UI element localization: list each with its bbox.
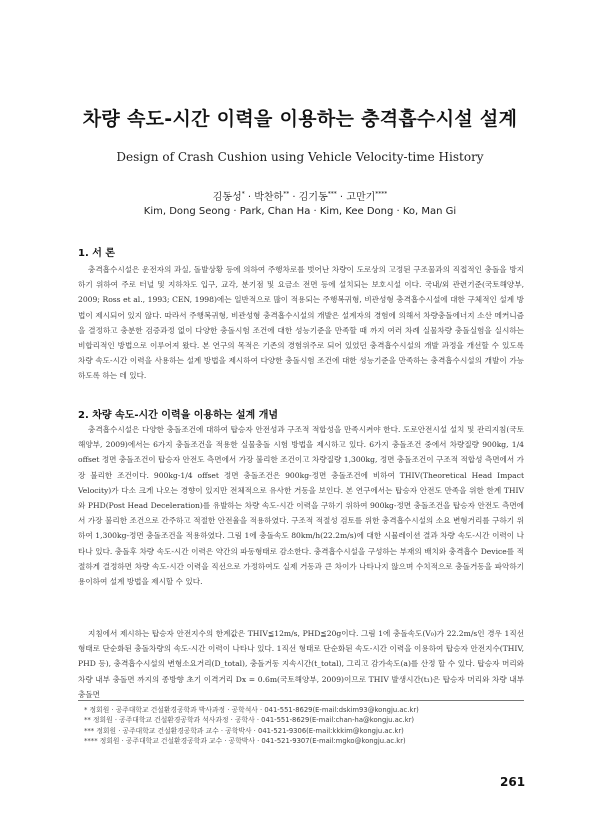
author-3-mark: *** (327, 190, 337, 198)
footnote: *** 정회원 · 공주대학교 건설환경공학과 교수 · 공학박사 · 041-521-9306(E-mail:kkkim@kongju.ac.kr) (84, 726, 404, 735)
footnote: * 정회원 · 공주대학교 건설환경공학과 박사과정 · 공학석사 · 041-551-8629(E-mail:dskim93@kongju.ac.kr) (84, 706, 419, 714)
author-2-mark: ** (283, 190, 290, 198)
author-1: 김동성 (212, 192, 242, 203)
author-4-mark: **** (375, 190, 388, 198)
section-1-paragraph: 충격흡수시설은 운전자의 과실, 돌발상황 등에 의하여 주행차로를 벗어난 차량이 도로상의 고정된 구조물과의 직접적인 충돌을 방지하기 위하여 주로 터널 및 지하차도 입구, 교각, 분기점 및 요금소 전면 등에 설치되는 보호시설 이다. 국내/외 관련기준(국토해양부, 2009; Ross et al., 1993; CEN, 1998)에는 일반적으로 많이 적용되는 주행복귀형, 비관성형 충격흡수시설에 대한 구체적인 설계 방법이 제시되어 있지 않다. 따라서 주행복귀형, 비관성형 충격흡수시설의 개발은 설계자의 경험에 의해서 차량충돌에너지 소산 메커니즘을 결정하고 충분한 검증과정 없이 다양한 충돌시험 조건에 대한 성능기준을 만족할 때 까지 여러 차례 실물차량 충돌실험을 실시하는 비합리적인 방법으로 이루어져 왔다. 본 연구의 목적은 기존의 경험위주로 되어 있었던 충격흡수시설의 개발 과정을 개선할 수 있도록 차량 속도-시간 이력을 사용하는 설계 방법을 제시하여 다양한 충돌시험 조건에 대한 성능기준을 만족하는 충격흡수시설의 개발이 가능하도록 하는 데 있다. (78, 265, 524, 381)
author-4: 고만기 (346, 192, 376, 203)
author-separator: · (289, 192, 299, 203)
footnote: ** 정회원 · 공주대학교 건설환경공학과 석사과정 · 공학사 · 041-551-8629(E-mail:chan-ha@kongju.ac.kr) (84, 716, 415, 725)
section-2-heading: 2. 차량 속도-시간 이력을 이용하는 설계 개념 (78, 410, 279, 421)
author-2: 박찬하 (254, 192, 284, 203)
author-3: 김기동 (298, 192, 328, 203)
english-title: Design of Crash Cushion using Vehicle Velocity-time History (116, 150, 484, 164)
footnote: **** 정회원 · 공주대학교 건설환경공학과 교수 · 공학박사 · 041-521-9307(E-mail:mgko@kongju.ac.kr) (84, 737, 406, 746)
page-title: 차량 속도-시간 이력을 이용하는 충격흡수시설 설계 (82, 108, 518, 130)
author-1-mark: * (241, 190, 245, 198)
authors-korean (0, 188, 600, 203)
author-separator: · (336, 192, 347, 203)
footnotes (78, 700, 524, 747)
section-2-paragraph-1: 충격흡수시설은 다양한 충돌조건에 대하여 탑승자 안전성과 구조적 적합성을 만족시켜야 한다. 도로안전시설 설치 및 관리지침(국토해양부, 2009)에서는 6가지 충돌조건을 적용한 실물충돌 시험 방법을 제시하고 있다. 6가지 충돌조건 중에서 차량질량 900kg, 1/4 offset 정면 충돌조건이 탑승자 안전도 측면에서 가장 불리한 조건이고 차량질량 1,300kg, 정면 충돌조건이 구조적 적합성 측면에서 가장 불리한 조건이다. 900kg-1/4 offset 정면 충돌조건은 900kg-정면 충돌조건에 비하여 THIV(Theoretical Head Impact Velocity)가 다소 크게 나오는 경향이 있지만 전체적으로 유사한 거동을 보인다. 본 연구에서는 탑승자 안전도 만족을 위한 한계 THIV와 PHD(Post Head Deceleration)를 유발하는 차량 속도-시간 이력을 구하기 위하여 900kg-정면 충돌조건을 탑승자 안전도 측면에서 가장 불리한 조건으로 간주하고 적절한 안전율을 적용하였다. 구조적 적절성 검토를 위한 충격흡수시설의 소요 변형거리를 구하기 위하여 1,300kg-정면 충돌조건을 적용하였다. 그림 1에 충돌속도 80km/h(22.2m/s)에 대한 시뮬레이션 결과 차량 속도-시간 이력이 나타나 있다. 충돌후 차량 속도-시간 이력은 약간의 파동형태로 감소한다. 충격흡수시설을 구성하는 부재의 배치와 충격흡수 Device를 적절하게 결정하면 차량 속도-시간 이력을 직선으로 가정하여도 실제 거동과 큰 차이가 나타나지 않으며 수치적으로 충돌거동을 파악하기 용이하여 설계 방법을 제시할 수 있다. (78, 425, 524, 587)
page-number: 261 (500, 775, 526, 789)
author-separator: · (244, 192, 255, 203)
section-2-paragraph-2: 지침에서 제시하는 탑승자 안전지수의 한계값은 THIV≦12m/s, PHD≦20g이다. 그림 1에 충돌속도(V₀)가 22.2m/s인 경우 1직선 형태로 단순화된 충돌차량의 속도-시간 이력이 나타나 있다. 1직선 형태로 단순화된 속도-시간 이력을 이용하여 탑승자 안전지수(THIV, PHD 등), 충격흡수시설의 변형소요거리(D_total), 충돌거동 지속시간(t_total), 그리고 감가속도(a)를 산정 할 수 있다. 탑승자 머리와 차량 내부 충돌면 까지의 종방향 초기 이격거리 Dx = 0.6m(국토해양부, 2009)이므로 THIV 발생시간(t₁)은 탑승자 머리와 차량 내부 충돌면 (78, 629, 524, 699)
authors-english: Kim, Dong Seong · Park, Chan Ha · Kim, Kee Dong · Ko, Man Gi (143, 206, 457, 217)
section-1-heading: 1. 서 론 (78, 248, 116, 259)
